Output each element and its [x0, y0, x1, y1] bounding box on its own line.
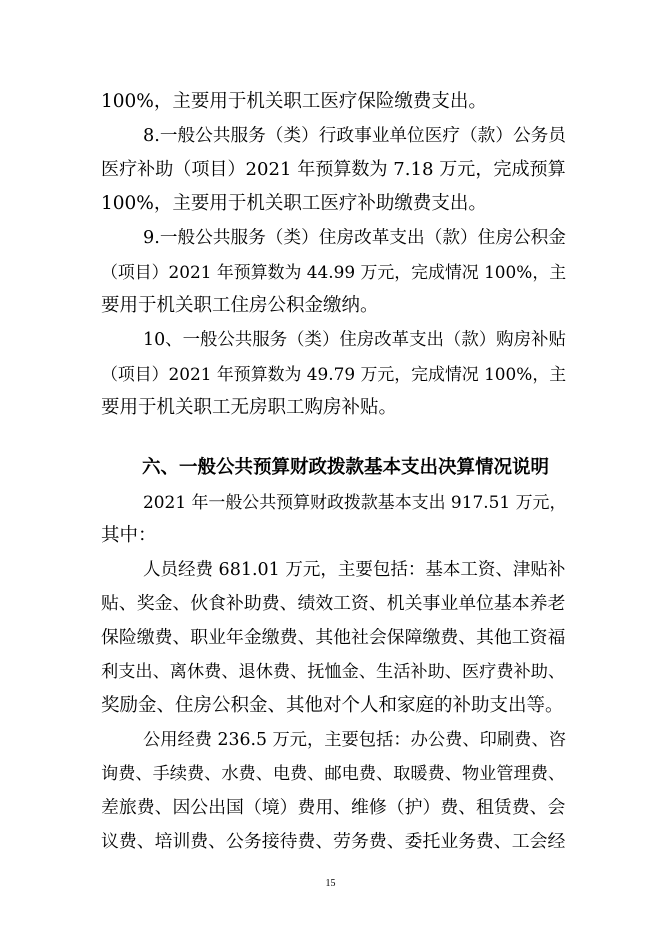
text-line: 利支出、离休费、退休费、抚恤金、生活补助、医疗费补助、 [101, 662, 566, 682]
text-line: 9.一般公共服务（类）住房改革支出（款）住房公积金 [143, 228, 566, 248]
text-line: （项目）2021 年预算数为 49.79 万元，完成情况 100%，主 [101, 364, 567, 384]
text-line: 8.一般公共服务（类）行政事业单位医疗（款）公务员 [143, 126, 566, 146]
text-line: 医疗补助（项目）2021 年预算数为 7.18 万元，完成预算 [101, 159, 566, 180]
section-heading: 六、一般公共预算财政拨款基本支出决算情况说明 [142, 457, 550, 478]
text-line: 贴、奖金、伙食补助费、绩效工资、机关事业单位基本养老 [101, 593, 566, 614]
text-line: 10、一般公共服务（类）住房改革支出（款）购房补贴 [143, 330, 566, 350]
text-line: 人员经费 681.01 万元，主要包括：基本工资、津贴补 [143, 560, 566, 580]
text-line: 保险缴费、职业年金缴费、其他社会保障缴费、其他工资福 [101, 627, 566, 648]
text-line: 100%，主要用于机关职工医疗保险缴费支出。 [101, 91, 487, 112]
text-line: 询费、手续费、水费、电费、邮电费、取暖费、物业管理费、 [101, 764, 566, 784]
text-line: 要用于机关职工无房职工购房补贴。 [101, 397, 398, 418]
text-line: 100%，主要用于机关职工医疗补助缴费支出。 [101, 193, 487, 214]
text-line: 要用于机关职工住房公积金缴纳。 [101, 295, 379, 316]
text-line: （项目）2021 年预算数为 44.99 万元，完成情况 100%，主 [101, 262, 567, 282]
text-line: 其中： [101, 525, 157, 546]
text-line: 差旅费、因公出国（境）费用、维修（护）费、租赁费、会 [101, 797, 566, 818]
text-line: 2021 年一般公共预算财政拨款基本支出 917.51 万元， [143, 492, 567, 512]
page-number: 15 [325, 878, 336, 889]
text-line: 公用经费 236.5 万元，主要包括：办公费、印刷费、咨 [143, 730, 566, 750]
text-line: 奖励金、住房公积金、其他对个人和家庭的补助支出等。 [101, 695, 564, 716]
text-line: 议费、培训费、公务接待费、劳务费、委托业务费、工会经 [101, 831, 566, 852]
